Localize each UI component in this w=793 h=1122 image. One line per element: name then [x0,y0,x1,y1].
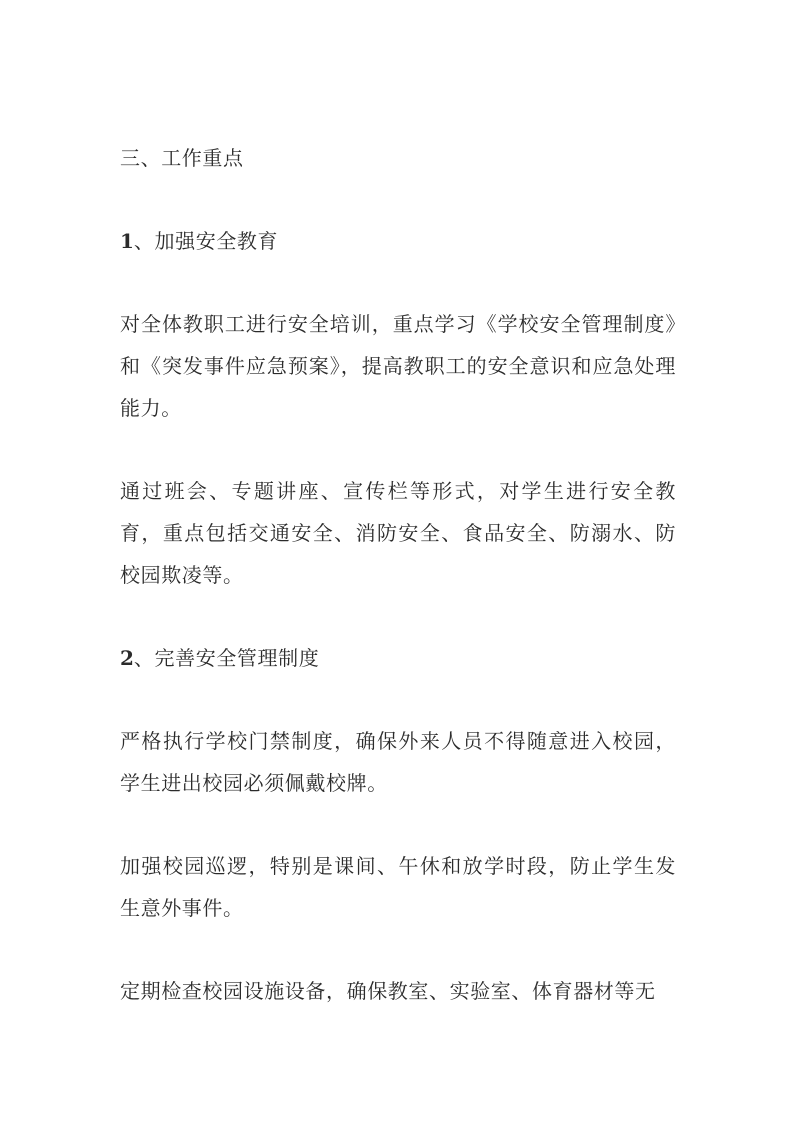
subheading-1 [120,220,676,262]
subheading-2-title: 、完善安全管理制度 [133,646,320,670]
subheading-1-title: 、加强安全教育 [133,229,279,253]
document-content [120,137,676,1012]
subheading-2-number: 2 [120,646,134,670]
paragraph-student-education: 通过班会、专题讲座、宣传栏等形式，对学生进行安全教育，重点包括交通安全、消防安全、食品安全、防溺水、防校园欺凌等。 [120,479,676,587]
section-heading: 三、工作重点 [120,146,244,170]
subheading-1-number: 1 [120,229,134,253]
paragraph-safety-training: 对全体教职工进行安全培训，重点学习《学校安全管理制度》和《突发事件应急预案》，提高教职工的安全意识和应急处理能力。 [120,312,676,420]
paragraph-facility-inspection: 定期检查校园设施设备，确保教室、实验室、体育器材等无 [120,979,656,1003]
paragraph-access-control: 严格执行学校门禁制度，确保外来人员不得随意进入校园，学生进出校园必须佩戴校牌。 [120,729,676,795]
subheading-2 [120,637,676,679]
paragraph-campus-patrol: 加强校园巡逻，特别是课间、午休和放学时段，防止学生发生意外事件。 [120,854,676,920]
